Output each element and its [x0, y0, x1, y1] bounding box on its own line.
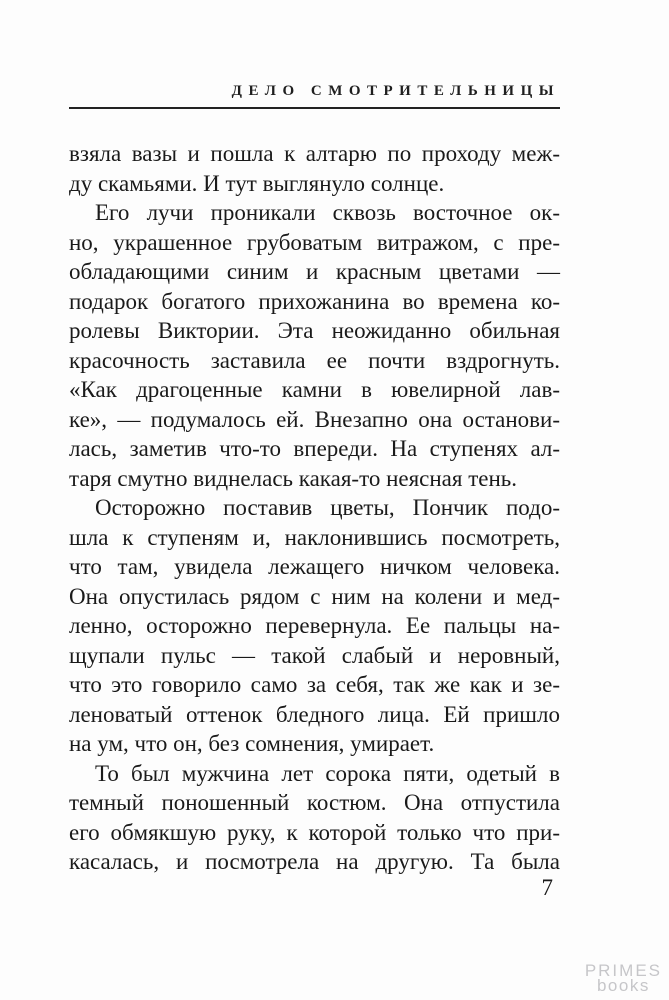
- text-line: его обмякшую руку, к которой только что при-: [69, 819, 560, 845]
- paragraph: [69, 139, 560, 198]
- text-line: лась, заметив что-то впереди. На ступенях ал-: [69, 436, 560, 461]
- text-line: таря смутно виднелась какая-то неясная тень.: [69, 465, 518, 491]
- paragraph: [69, 198, 560, 493]
- text-line: Осторожно поставив цветы, Пончик подо-: [95, 495, 560, 520]
- text-line: но, украшенное грубоватым витражом, с пре-: [69, 229, 560, 255]
- text-line: что там, увидела лежащего ничком человека.: [69, 554, 560, 579]
- publisher-watermark: [585, 963, 662, 994]
- text-line: подарок богатого прихожанина во времена ко-: [69, 288, 560, 314]
- text-line: красочность заставила ее почти вздрогнуть.: [69, 347, 560, 373]
- watermark-primes-label: PRIMES: [584, 961, 662, 980]
- text-line: То был мужчина лет сорока пяти, одетый в: [95, 760, 560, 786]
- paragraph: [69, 493, 560, 759]
- text-line: что это говорило само за себя, так же как и зе-: [69, 672, 560, 697]
- text-line: щупали пульс — такой слабый и неровный,: [69, 642, 560, 668]
- text-line: темный поношенный костюм. Она отпустила: [69, 790, 560, 815]
- text-line: ду скамьями. И тут выглянуло солнце.: [69, 170, 445, 196]
- text-line: Его лучи проникали сквозь восточное ок-: [95, 200, 560, 225]
- text-line: обладающими синим и красным цветами —: [69, 259, 560, 284]
- paragraph: [69, 759, 560, 877]
- body-text: [69, 139, 560, 877]
- text-line: на ум, что он, без сомнения, умирает.: [69, 731, 435, 756]
- page-number: 7: [541, 875, 553, 900]
- text-line: шла к ступеням и, наклонившись посмотреть,: [69, 524, 560, 550]
- text-line: «Как драгоценные камни в ювелирной лав-: [69, 377, 560, 402]
- text-line: Она опустилась рядом с ним на колени и мед-: [69, 583, 560, 609]
- text-line: ролевы Виктории. Эта неожиданно обильная: [69, 318, 560, 343]
- text-line: ленно, осторожно перевернула. Ее пальцы на-: [69, 613, 560, 638]
- running-header: ДЕЛО СМОТРИТЕЛЬНИЦЫ: [231, 83, 560, 99]
- text-line: ке», — подумалось ей. Внезапно она останови-: [69, 406, 560, 432]
- text-line: взяла вазы и пошла к алтарю по проходу меж-: [69, 141, 560, 166]
- text-line: леноватый оттенок бледного лица. Ей пришло: [69, 701, 560, 727]
- header-rule: [69, 107, 560, 109]
- text-line: касалась, и посмотрела на другую. Та была: [69, 849, 560, 874]
- watermark-books-label: books: [596, 976, 650, 995]
